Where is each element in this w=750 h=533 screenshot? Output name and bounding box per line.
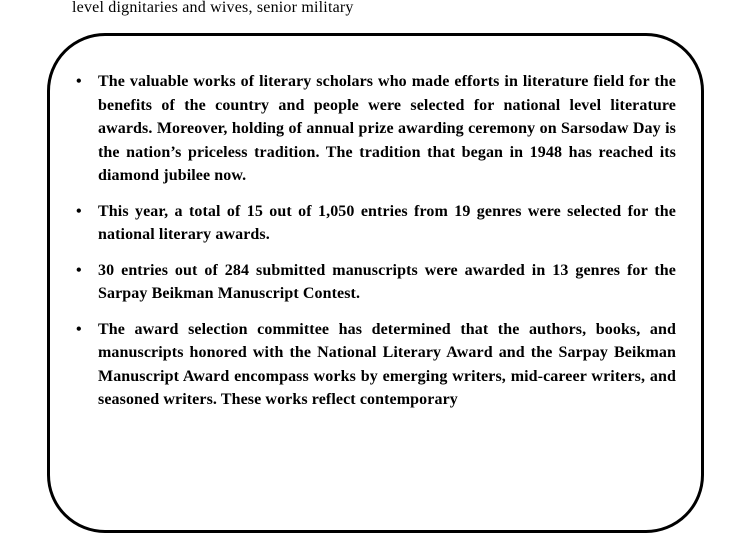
bullet-item-selection-committee [76, 318, 676, 412]
bullet-dot-icon: • [76, 320, 82, 338]
bullet-text: The award selection committee has determined that the authors, books, and manuscripts honored with the National Literary Award and the Sarpay Beikman Manuscript Award encompass works by emerging writers, mid-career writers, and seasoned writers. These works reflect contemporary [98, 320, 676, 408]
bullet-text: 30 entries out of 284 submitted manuscripts were awarded in 13 genres for the Sarpay Beikman Manuscript Contest. [98, 261, 676, 302]
bullet-dot-icon: • [76, 202, 82, 220]
bullet-text: This year, a total of 15 out of 1,050 entries from 19 genres were selected for the national literary awards. [98, 202, 676, 243]
intro-text-line: level dignitaries and wives, senior military [72, 0, 354, 16]
bullet-text: The valuable works of literary scholars who made efforts in literature field for the benefits of the country and people were selected for national level literature awards. Moreover, holding of annual prize awarding ceremony on Sarsodaw Day is the nation’s priceless tradition. The tradition that began in 1948 has reached its diamond jubilee now. [98, 73, 676, 184]
bullet-item-tradition [76, 70, 676, 188]
bullet-item-national-awards [76, 200, 676, 247]
award-facts-list [76, 70, 676, 424]
bullet-dot-icon: • [76, 261, 82, 279]
bullet-dot-icon: • [76, 73, 82, 90]
bullet-item-manuscript-contest [76, 259, 676, 306]
